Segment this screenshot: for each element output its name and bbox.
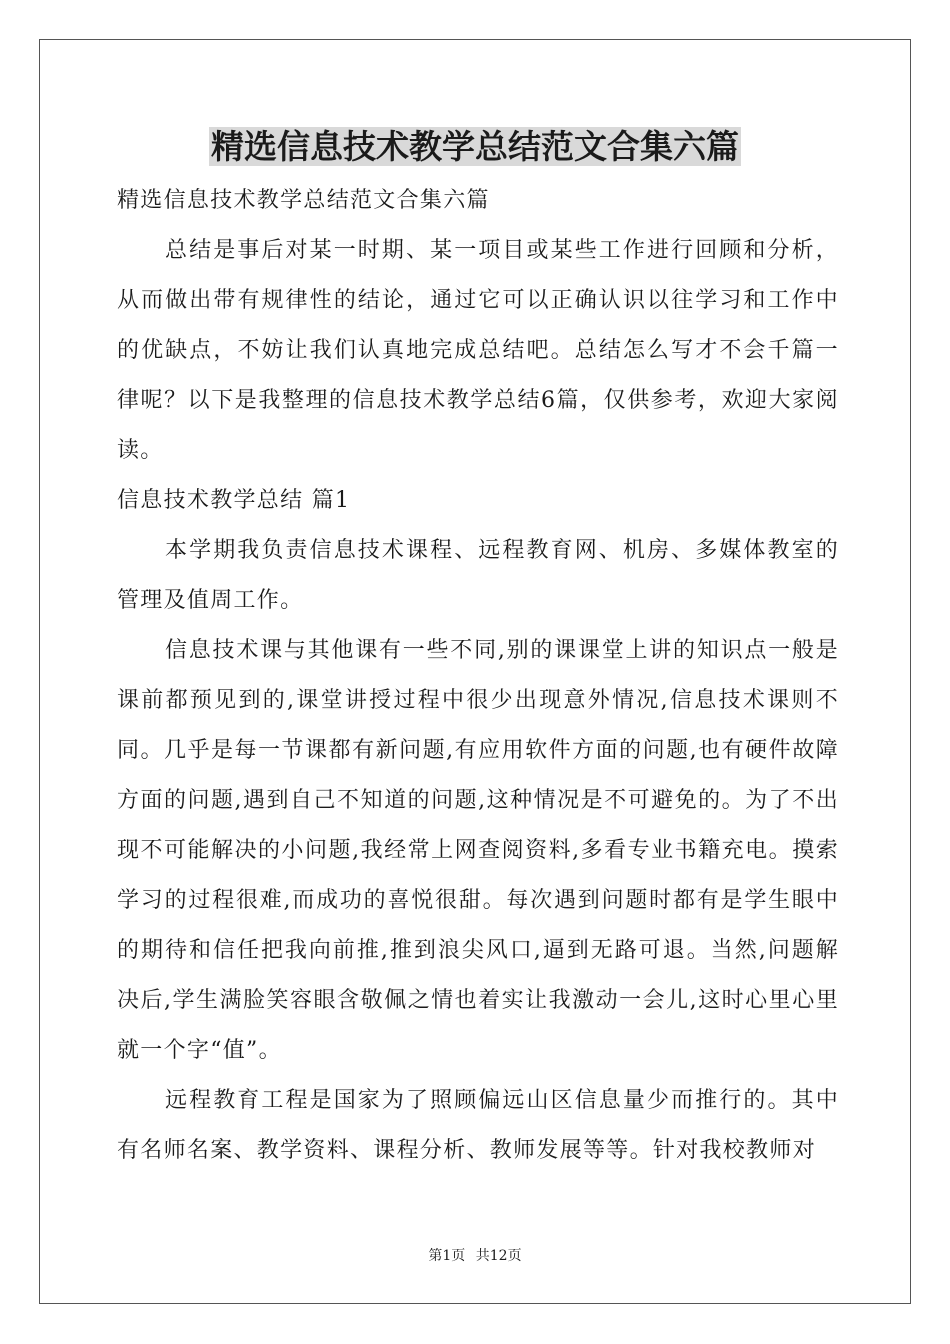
- paragraph: 本学期我负责信息技术课程、远程教育网、机房、多媒体教室的管理及值周工作。: [117, 538, 839, 613]
- document-body: [117, 176, 839, 1176]
- paragraph: 信息技术课与其他课有一些不同,别的课课堂上讲的知识点一般是课前都预见到的,课堂讲授过程中很少出现意外情况,信息技术课则不同。几乎是每一节课都有新问题,有应用软件方面的问题,也有硬件故障方面的问题,遇到自己不知道的问题,这种情况是不可避免的。为了不出现不可能解决的小问题,我经常上网查阅资料,多看专业书籍充电。摸索学习的过程很难,而成功的喜悦很甜。每次遇到问题时都有是学生眼中的期待和信任把我向前推,推到浪尖风口,逼到无路可退。当然,问题解决后,学生满脸笑容眼含敬佩之情也着实让我激动一会儿,这时心里心里就一个字“值”。: [117, 638, 839, 1063]
- document-title: [0, 122, 950, 172]
- document-title-text: 精选信息技术教学总结范文合集六篇: [211, 127, 739, 166]
- section-heading: 信息技术教学总结 篇1: [117, 488, 351, 513]
- document-subtitle: 精选信息技术教学总结范文合集六篇: [117, 188, 490, 213]
- paragraph: 远程教育工程是国家为了照顾偏远山区信息量少而推行的。其中有名师名案、教学资料、课程分析、教师发展等等。针对我校教师对: [117, 1088, 839, 1163]
- page-total: 共12页: [475, 1248, 522, 1264]
- page-footer: [0, 1246, 950, 1266]
- page-number: 第1页: [428, 1248, 466, 1264]
- paragraph-intro: 总结是事后对某一时期、某一项目或某些工作进行回顾和分析，从而做出带有规律性的结论，通过它可以正确认识以往学习和工作中的优缺点，不妨让我们认真地完成总结吧。总结怎么写才不会千篇一律呢？以下是我整理的信息技术教学总结6篇，仅供参考，欢迎大家阅读。: [117, 238, 839, 463]
